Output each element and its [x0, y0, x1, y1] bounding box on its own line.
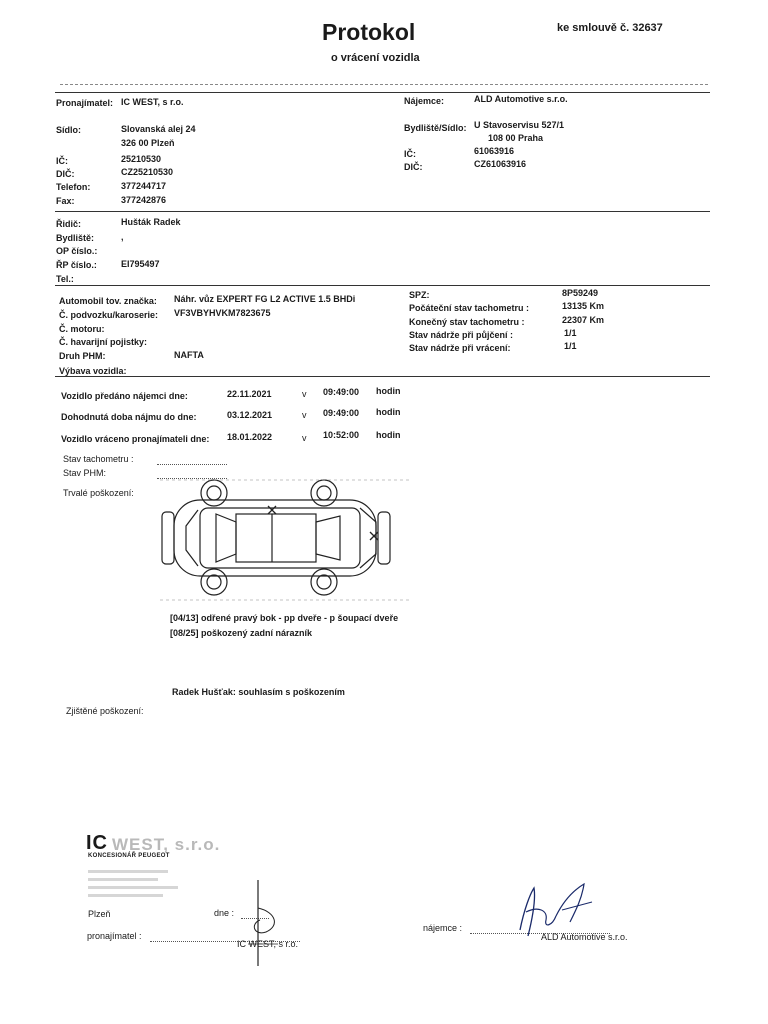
returned-time: 10:52:00 — [323, 430, 360, 440]
handed-hours: hodin — [376, 386, 401, 396]
stamp-faded-line — [88, 894, 163, 897]
lessor-fax: 377242876 — [121, 195, 167, 205]
returned-hours: hodin — [376, 430, 401, 440]
driver-op-label: OP číslo.: — [56, 246, 98, 256]
lessor-ic: 25210530 — [121, 154, 162, 164]
lessee-label: Nájemce: — [404, 96, 445, 106]
driver-tel-label: Tel.: — [56, 274, 74, 284]
returned-date: 18.01.2022 — [227, 432, 273, 442]
vehicle-engine-label: Č. motoru: — [59, 324, 105, 334]
tank-out-label: Stav nádrže při půjčení : — [409, 330, 514, 340]
handed-at: v — [302, 389, 307, 399]
consent-statement: Radek Hušťak: souhlasím s poškozením — [172, 687, 345, 697]
agreed-time: 09:49:00 — [323, 408, 360, 418]
section-rule-header — [55, 92, 710, 93]
section-rule-vehicle — [55, 376, 710, 377]
agreed-hours: hodin — [376, 407, 401, 417]
dealer-stamp-logo: IC — [86, 832, 108, 854]
lessor-name: IC WEST, s r.o. — [121, 97, 184, 107]
contract-reference: ke smlouvě č. 32637 — [557, 22, 663, 34]
lessor-phone-label: Telefon: — [56, 182, 91, 192]
lessor-signature-mark — [246, 878, 286, 968]
tank-out: 1/1 — [564, 328, 577, 338]
vehicle-vin: VF3VBYHVKM7823675 — [174, 308, 271, 318]
agreed-date: 03.12.2021 — [227, 410, 273, 420]
driver-address: , — [121, 232, 124, 242]
section-rule-driver — [55, 285, 710, 286]
section-rule-parties — [55, 211, 710, 212]
vehicle-damage-diagram — [160, 476, 410, 606]
lessee-signature-name: ALD Automotive s.r.o. — [541, 932, 628, 942]
odometer-end: 22307 Km — [562, 315, 605, 325]
handed-time: 09:49:00 — [323, 387, 360, 397]
lessor-signature-name: IC WEST, s r.o. — [237, 939, 299, 949]
lessee-ic: 61063916 — [474, 146, 515, 156]
tank-in: 1/1 — [564, 341, 577, 351]
document-subtitle: o vrácení vozidla — [331, 52, 420, 64]
inspection-fuel-label: Stav PHM: — [63, 468, 107, 478]
vehicle-fuel-label: Druh PHM: — [59, 351, 106, 361]
damage-note-2: [08/25] poškozený zadní nárazník — [170, 628, 313, 638]
odometer-start-label: Počáteční stav tachometru : — [409, 303, 530, 313]
vehicle-fuel: NAFTA — [174, 350, 204, 360]
lessor-dic-label: DIČ: — [56, 169, 75, 179]
driver-label: Řidič: — [56, 219, 82, 229]
driver-name: Hušták Radek — [121, 217, 181, 227]
driver-rp: EI795497 — [121, 259, 160, 269]
inspection-odometer-label: Stav tachometru : — [63, 454, 134, 464]
lessor-street: Slovanská alej 24 — [121, 124, 196, 134]
lessor-phone: 377244717 — [121, 181, 167, 191]
lessee-dic: CZ61063916 — [474, 159, 527, 169]
found-damage-label: Zjištěné poškození: — [66, 706, 144, 716]
document-title: Protokol — [322, 19, 416, 45]
vehicle-equipment-label: Výbava vozidla: — [59, 366, 127, 376]
lessee-ic-label: IČ: — [404, 149, 416, 159]
agreed-at: v — [302, 410, 307, 420]
vehicle-brand-label: Automobil tov. značka: — [59, 296, 157, 306]
agreed-label: Dohodnutá doba nájmu do dne: — [61, 412, 197, 422]
vehicle-insurance-label: Č. havarijní pojistky: — [59, 337, 148, 347]
odometer-start: 13135 Km — [562, 301, 605, 311]
lessor-dic: CZ25210530 — [121, 167, 174, 177]
top-dashed-rule — [60, 84, 708, 85]
permanent-damage-label: Trvalé poškození: — [63, 488, 134, 498]
odometer-blank-line — [157, 464, 227, 465]
damage-note-1: [04/13] odřené pravý bok - pp dveře - p šoupací dveře — [170, 613, 399, 623]
lessor-seat-label: Sídlo: — [56, 125, 81, 135]
vehicle-plate-label: SPZ: — [409, 290, 430, 300]
vehicle-plate: 8P59249 — [562, 288, 599, 298]
lessee-signature-label: nájemce : — [423, 923, 463, 933]
odometer-end-label: Konečný stav tachometru : — [409, 317, 525, 327]
handed-label: Vozidlo předáno nájemci dne: — [61, 391, 188, 401]
stamp-faded-line — [88, 886, 178, 889]
handed-date: 22.11.2021 — [227, 389, 272, 399]
returned-label: Vozidlo vráceno pronajímateli dne: — [61, 434, 210, 444]
lessor-ic-label: IČ: — [56, 156, 68, 166]
returned-at: v — [302, 433, 307, 443]
stamp-faded-line — [88, 878, 158, 881]
lessor-fax-label: Fax: — [56, 196, 75, 206]
dealer-stamp-faded-name: WEST, s.r.o. — [112, 835, 221, 854]
lessor-label: Pronajímatel: — [56, 98, 114, 108]
stamp-faded-line — [88, 870, 168, 873]
lessee-street: U Stavoservisu 527/1 — [474, 120, 565, 130]
lessor-signature-label: pronajímatel : — [87, 931, 142, 941]
tank-in-label: Stav nádrže při vrácení: — [409, 343, 511, 353]
date-label: dne : — [214, 908, 235, 918]
dealer-stamp-tagline: KONCESIONÁŘ PEUGEOT — [88, 853, 170, 859]
lessee-name: ALD Automotive s.r.o. — [474, 94, 568, 104]
place-label: Plzeň — [88, 909, 111, 919]
driver-address-label: Bydliště: — [56, 233, 95, 243]
vehicle-brand: Náhr. vůz EXPERT FG L2 ACTIVE 1.5 BHDi — [174, 294, 356, 304]
lessor-city: 326 00 Plzeň — [121, 138, 175, 148]
lessee-handwritten-signature — [512, 880, 602, 940]
lessee-seat-label: Bydliště/Sídlo: — [404, 123, 467, 133]
lessee-dic-label: DIČ: — [404, 162, 423, 172]
vehicle-vin-label: Č. podvozku/karoserie: — [59, 310, 159, 320]
driver-rp-label: ŘP číslo.: — [56, 260, 97, 270]
lessee-city: 108 00 Praha — [488, 133, 544, 143]
